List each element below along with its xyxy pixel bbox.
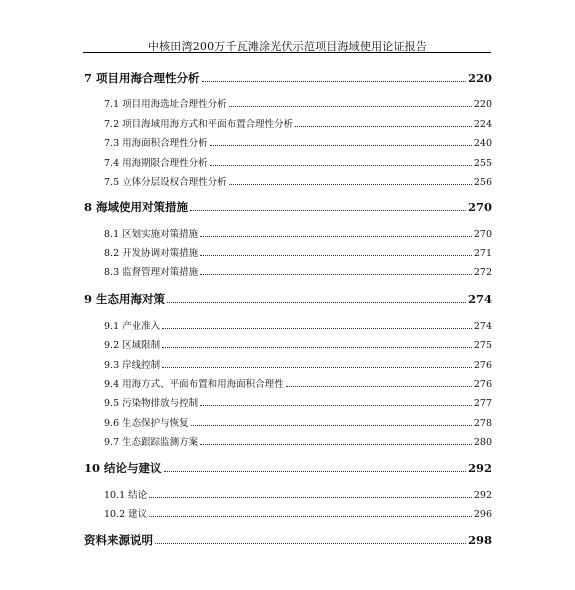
dot-leader [229,106,472,107]
toc-page-number: 272 [473,267,492,278]
dot-leader [286,386,472,387]
toc-item-9-5[interactable] [104,395,492,409]
toc-chapter-9[interactable] [84,291,492,307]
dot-leader [295,126,472,127]
toc-page-number: 276 [473,360,492,371]
toc-page-number: 292 [473,490,492,501]
dot-leader [191,425,472,426]
toc-page-number: 270 [473,229,492,240]
toc-item-9-3[interactable] [104,357,492,371]
dot-leader [149,516,472,517]
dot-leader [149,497,472,498]
toc-chapter-8[interactable] [84,199,492,215]
toc-entry-title: 8.1 区划实施对策措施 [104,229,199,240]
dot-leader [162,328,472,329]
toc-chapter-10[interactable] [84,460,492,476]
toc-entry-title: 9 生态用海对策 [84,292,166,306]
dot-leader [155,543,466,544]
toc-item-9-2[interactable] [104,337,492,351]
toc-page-number: 296 [473,509,492,520]
dot-leader [167,302,466,303]
dot-leader [200,255,472,256]
toc-item-9-7[interactable] [104,434,492,448]
toc-entry-title: 7.5 立体分层设权合理性分析 [104,177,227,188]
toc-item-9-1[interactable] [104,318,492,332]
toc-item-7-4[interactable] [104,155,492,169]
toc-chapter-7[interactable] [84,70,492,86]
toc-page-number: 274 [467,292,492,306]
toc-entry-title: 8.3 监督管理对策措施 [104,267,199,278]
toc-item-8-3[interactable] [104,264,492,278]
toc-entry-title: 9.5 污染物排放与控制 [104,398,199,409]
toc-item-7-2[interactable] [104,116,492,130]
toc-entry-title: 7 项目用海合理性分析 [84,71,200,85]
toc-entry-title: 7.2 项目海域用海方式和平面布置合理性分析 [104,119,294,130]
dot-leader [200,236,472,237]
toc-page-number: 220 [467,71,492,85]
toc-page-number: 240 [473,138,492,149]
toc-entry-title: 10.1 结论 [104,490,148,501]
toc-item-10-1[interactable] [104,487,492,501]
toc-entry-title: 10.2 建议 [104,509,148,520]
toc-entry-title: 7.1 项目用海选址合理性分析 [104,99,227,110]
toc-entry-title: 资料来源说明 [84,533,153,547]
toc-item-9-6[interactable] [104,415,492,429]
toc-entry-title: 9.6 生态保护与恢复 [104,418,189,429]
toc-entry-title: 10 结论与建议 [84,461,162,475]
dot-leader [162,367,472,368]
toc-page-number: 256 [473,177,492,188]
toc-page-number: 224 [473,119,492,130]
toc-entry-title: 9.4 用海方式、平面布置和用海面积合理性 [104,379,284,390]
toc-chapter-references[interactable] [84,532,492,548]
toc-page-number: 274 [473,321,492,332]
dot-leader [229,184,472,185]
toc-entry-title: 7.3 用海面积合理性分析 [104,138,208,149]
toc-item-7-5[interactable] [104,174,492,188]
toc-page-number: 278 [473,418,492,429]
toc-entry-title: 9.7 生态跟踪监测方案 [104,437,199,448]
dot-leader [164,471,466,472]
toc-entry-title: 9.3 岸线控制 [104,360,161,371]
toc-item-7-3[interactable] [104,135,492,149]
toc-page-number: 220 [473,99,492,110]
dot-leader [162,347,472,348]
dot-leader [202,81,466,82]
toc-item-10-2[interactable] [104,506,492,520]
toc-entry-title: 8 海域使用对策措施 [84,200,189,214]
toc-page-number: 271 [473,248,492,259]
dot-leader [190,210,466,211]
toc-item-9-4[interactable] [104,376,492,390]
toc-entry-title: 8.2 开发协调对策措施 [104,248,199,259]
toc-page-number: 276 [473,379,492,390]
toc-item-8-1[interactable] [104,226,492,240]
toc-page-number: 255 [473,158,492,169]
toc-item-7-1[interactable] [104,96,492,110]
toc-page-number: 277 [473,398,492,409]
dot-leader [200,444,472,445]
dot-leader [210,145,472,146]
toc-page-number: 275 [473,340,492,351]
toc-page-number: 298 [467,533,492,547]
toc-page-number: 292 [467,461,492,475]
toc-entry-title: 7.4 用海期限合理性分析 [104,158,208,169]
toc-page-number: 280 [473,437,492,448]
document-header-title: 中核田湾200万千瓦滩涂光伏示范项目海域使用论证报告 [147,40,428,53]
toc-entry-title: 9.2 区域限制 [104,340,161,351]
toc-item-8-2[interactable] [104,245,492,259]
toc-entry-title: 9.1 产业准入 [104,321,161,332]
dot-leader [200,274,472,275]
dot-leader [200,405,472,406]
toc-page-number: 270 [467,200,492,214]
dot-leader [210,165,472,166]
